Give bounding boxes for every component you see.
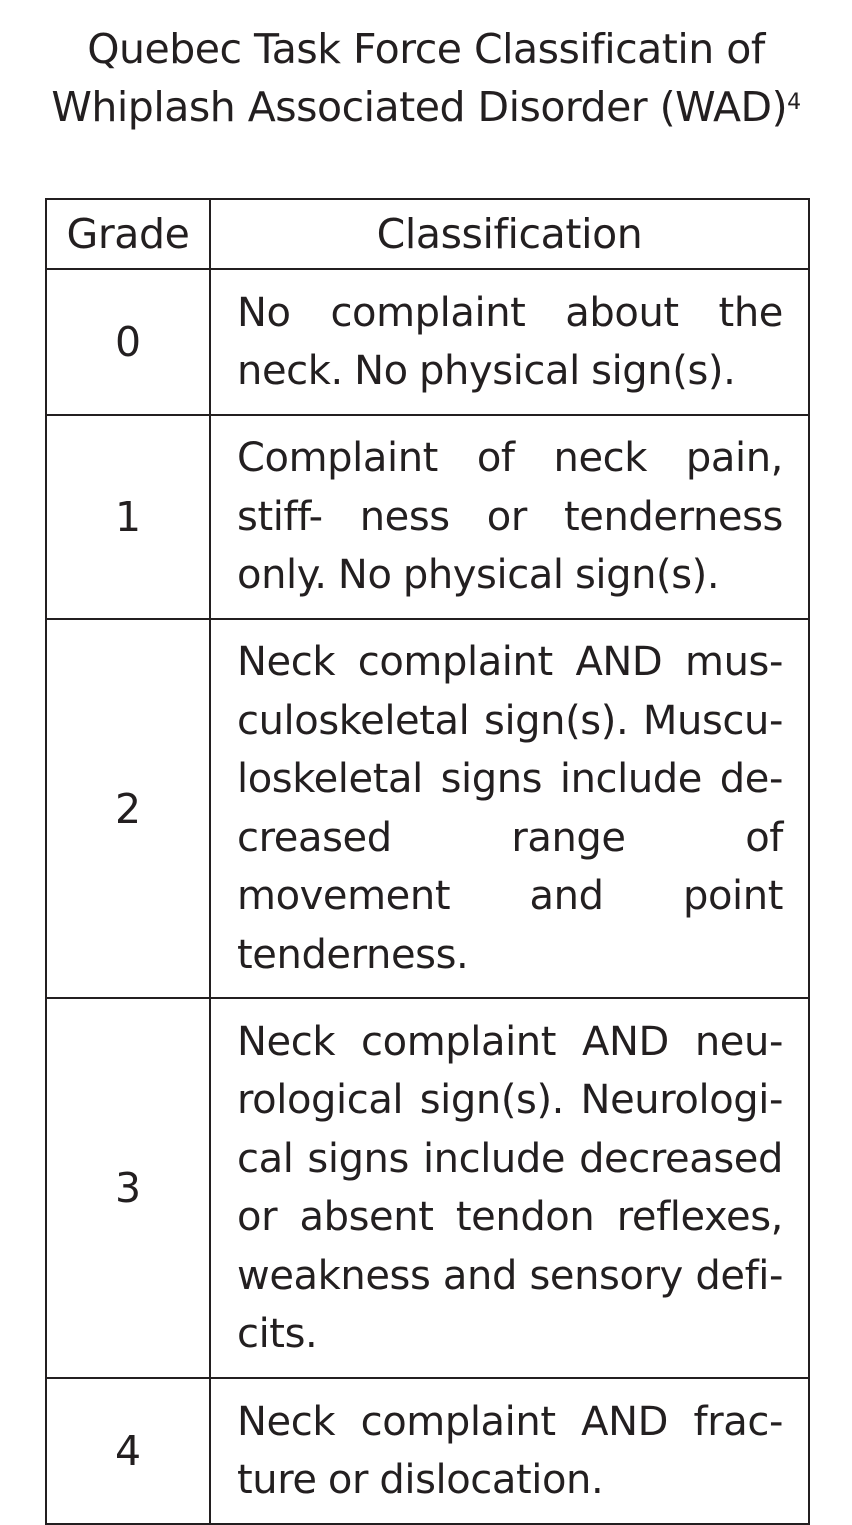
table-row	[46, 619, 809, 998]
grade-cell: 1	[46, 415, 210, 619]
wad-classification-table	[45, 198, 810, 1525]
title-line-2	[0, 78, 852, 136]
table-title	[0, 20, 852, 136]
table-row	[46, 415, 809, 619]
classification-cell: No complaint about the neck. No physical sign(s).	[210, 269, 809, 415]
grade-column-header: Grade	[46, 199, 210, 269]
table-row	[46, 998, 809, 1378]
classification-cell: Complaint of neck pain, stiff- ness or tenderness only. No physical sign(s).	[210, 415, 809, 619]
classification-cell: Neck complaint AND neu- rological sign(s). Neurologi- cal signs include decreased or absent tendon reflexes, weakness and sensory defi- cits.	[210, 998, 809, 1378]
grade-cell: 0	[46, 269, 210, 415]
header-row	[46, 199, 809, 269]
classification-cell: Neck complaint AND frac- ture or dislocation.	[210, 1378, 809, 1524]
grade-cell: 2	[46, 619, 210, 998]
title-line-1: Quebec Task Force Classificatin of	[87, 25, 765, 73]
title-line-2-text: Whiplash Associated Disorder (WAD)	[51, 83, 788, 131]
table-row	[46, 269, 809, 415]
classification-column-header: Classification	[210, 199, 809, 269]
classification-cell: Neck complaint AND mus- culoskeletal sign(s). Muscu- loskeletal signs include de- creased range of movement and point tenderness.	[210, 619, 809, 998]
reference-superscript: 4	[787, 90, 801, 115]
grade-cell: 4	[46, 1378, 210, 1524]
grade-cell: 3	[46, 998, 210, 1378]
table-row	[46, 1378, 809, 1524]
